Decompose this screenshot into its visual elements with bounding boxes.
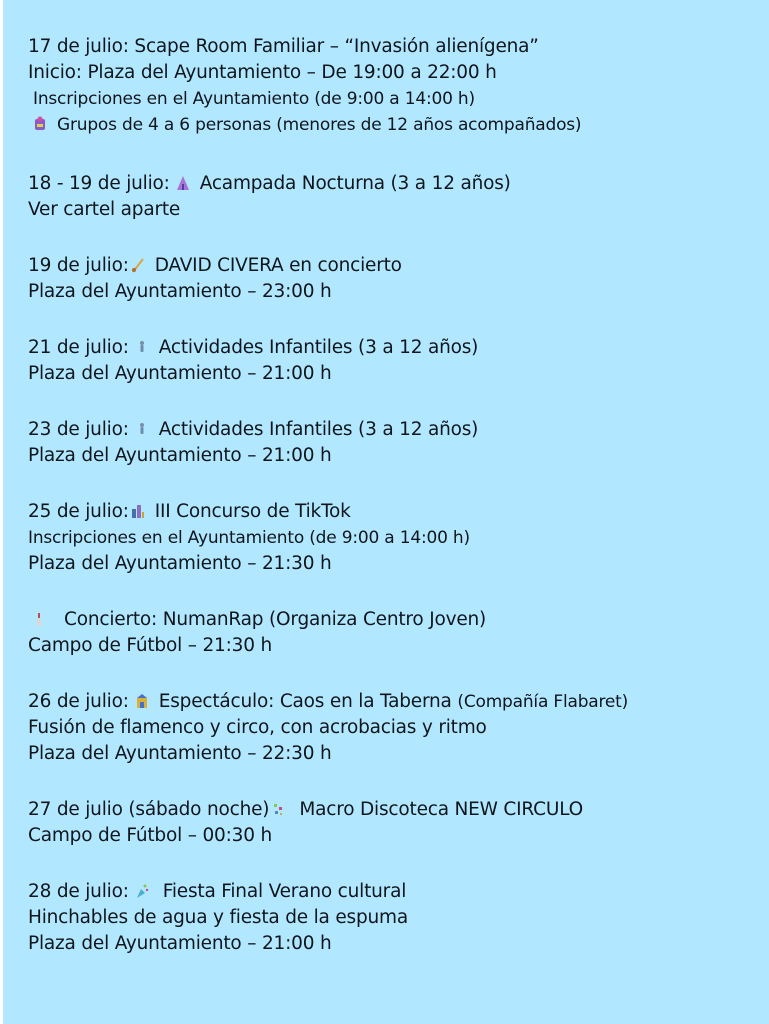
event-detail: Campo de Fútbol – 00:30 h: [28, 825, 272, 846]
event-detail: Inscripciones en el Ayuntamiento (de 9:00 a 14:00 h): [33, 89, 475, 109]
event-title: Espectáculo: Caos en la Taberna: [158, 691, 452, 712]
event-detail: Hinchables de agua y fiesta de la espuma: [28, 907, 409, 928]
event-title-suffix: (3 a 12 años): [358, 337, 479, 358]
event-detail: Plaza del Ayuntamiento – 21:00 h: [28, 445, 332, 466]
event-title: DAVID CIVERA en concierto: [154, 255, 402, 276]
event-title-row: [28, 335, 769, 361]
schedule-panel: [2, 0, 769, 1024]
event-title-suffix: (Organiza Centro Joven): [269, 609, 487, 630]
event-detail: Plaza del Ayuntamiento – 23:00 h: [28, 281, 332, 302]
event-item: [28, 797, 769, 849]
event-date: 19 de julio:: [28, 255, 129, 276]
event-date: 27 de julio (sábado noche): [28, 799, 270, 820]
event-date: 26 de julio:: [28, 691, 129, 712]
event-title-row: [28, 417, 769, 443]
tent-icon: [176, 175, 190, 191]
event-title-row: [28, 797, 769, 823]
event-item: [28, 253, 769, 305]
event-detail: Inicio: Plaza del Ayuntamiento – De 19:00 a 22:00 h: [28, 62, 497, 83]
event-item: [28, 34, 769, 138]
event-title: Actividades Infantiles: [158, 419, 353, 440]
group-icon: [33, 116, 47, 132]
confetti-icon: [135, 883, 149, 899]
event-title: Fiesta Final Verano cultural: [162, 881, 407, 902]
event-detail: Campo de Fútbol – 21:30 h: [28, 635, 272, 656]
event-title-row: [28, 879, 769, 905]
guitar-icon: [131, 257, 145, 273]
event-date: 25 de julio:: [28, 501, 129, 522]
event-detail: Inscripciones en el Ayuntamiento (de 9:00 a 14:00 h): [28, 528, 470, 548]
event-detail: Plaza del Ayuntamiento – 21:00 h: [28, 933, 332, 954]
event-title-row: [28, 607, 769, 633]
event-detail: Plaza del Ayuntamiento – 22:30 h: [28, 743, 332, 764]
event-title-row: [28, 253, 769, 279]
event-item: [28, 879, 769, 957]
event-title-row: [28, 171, 769, 197]
event-title-suffix: (3 a 12 años): [358, 419, 479, 440]
event-title: Acampada Nocturna (3 a 12 años): [199, 173, 511, 194]
party-icon: [271, 801, 285, 817]
child-icon: [135, 421, 149, 437]
event-item: [28, 417, 769, 469]
event-detail: Ver cartel aparte: [28, 199, 181, 220]
event-detail: Plaza del Ayuntamiento – 21:00 h: [28, 363, 332, 384]
circus-icon: [135, 693, 149, 709]
event-detail: Plaza del Ayuntamiento – 21:30 h: [28, 553, 332, 574]
event-item: [28, 689, 769, 767]
event-date: 21 de julio:: [28, 337, 129, 358]
event-title: Actividades Infantiles: [158, 337, 353, 358]
event-item: [28, 499, 769, 577]
event-title: Concierto: NumanRap: [64, 609, 264, 630]
event-detail: Grupos de 4 a 6 personas (menores de 12 años acompañados): [57, 115, 582, 135]
event-title: Macro Discoteca NEW CIRCULO: [299, 799, 584, 820]
event-date: 18 - 19 de julio:: [28, 173, 170, 194]
event-date: 23 de julio:: [28, 419, 129, 440]
child-icon: [135, 339, 149, 355]
event-title: 17 de julio: Scape Room Familiar – “Invasión alienígena”: [28, 36, 539, 57]
event-date: 28 de julio:: [28, 881, 129, 902]
event-item: [28, 171, 769, 223]
event-title-row: [28, 689, 769, 715]
event-item: [28, 335, 769, 387]
event-list: [28, 34, 769, 957]
event-title: III Concurso de TikTok: [154, 501, 351, 522]
phone-icon: [131, 503, 145, 519]
event-title-row: [28, 499, 769, 525]
microphone-icon: [32, 611, 46, 627]
event-detail: Fusión de flamenco y circo, con acrobacias y ritmo: [28, 717, 487, 738]
event-detail-row: [28, 112, 769, 138]
event-title-suffix: (Compañía Flabaret): [457, 692, 629, 712]
event-item: [28, 607, 769, 659]
